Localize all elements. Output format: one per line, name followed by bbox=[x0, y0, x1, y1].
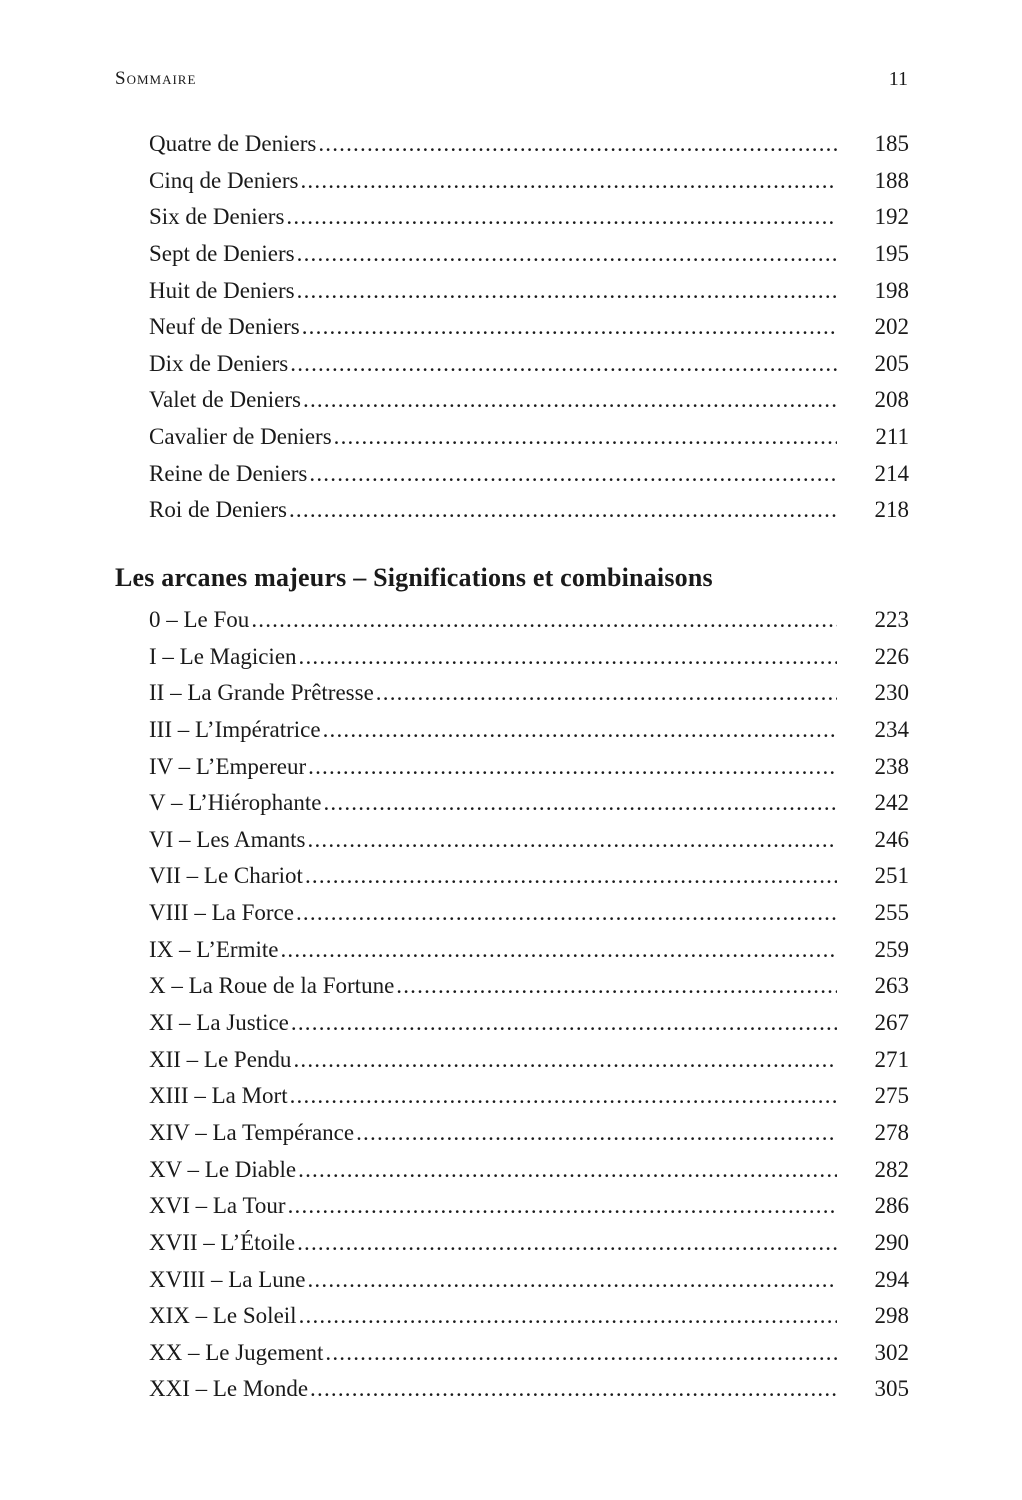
toc-entry-page: 202 bbox=[874, 314, 909, 340]
toc-entry[interactable] bbox=[149, 785, 909, 822]
toc-entry[interactable] bbox=[149, 675, 909, 712]
toc-entry[interactable] bbox=[149, 1225, 909, 1262]
toc-entry[interactable] bbox=[149, 1078, 909, 1115]
toc-entry-page: 302 bbox=[874, 1339, 909, 1365]
dot-leader bbox=[323, 712, 837, 749]
toc-entry-page: 234 bbox=[874, 716, 909, 742]
section-heading: Les arcanes majeurs – Significations et combinaisons bbox=[115, 563, 713, 592]
toc-entry-page: 251 bbox=[874, 863, 909, 889]
toc-entry[interactable] bbox=[149, 309, 909, 346]
toc-entry-title: X – La Roue de la Fortune bbox=[149, 973, 395, 999]
toc-entry-title: XI – La Justice bbox=[149, 1010, 289, 1036]
toc-entry[interactable] bbox=[149, 749, 909, 786]
toc-entry[interactable] bbox=[149, 1042, 909, 1079]
dot-leader bbox=[299, 1298, 837, 1335]
dot-leader bbox=[286, 199, 837, 236]
toc-entry-title: VI – Les Amants bbox=[149, 826, 306, 852]
toc-entry-page: 246 bbox=[874, 826, 909, 852]
toc-entry-title: XX – Le Jugement bbox=[149, 1339, 324, 1365]
toc-entry-page: 290 bbox=[874, 1229, 909, 1255]
toc-entry-title: XIV – La Tempérance bbox=[149, 1119, 355, 1145]
toc-list-deniers bbox=[149, 126, 909, 529]
toc-entry[interactable] bbox=[149, 712, 909, 749]
dot-leader bbox=[290, 1078, 837, 1115]
toc-entry-title: XII – Le Pendu bbox=[149, 1046, 292, 1072]
toc-entry-title: VII – Le Chariot bbox=[149, 863, 303, 889]
toc-entry-page: 278 bbox=[874, 1119, 909, 1145]
toc-entry[interactable] bbox=[149, 639, 909, 676]
dot-leader bbox=[293, 1042, 837, 1079]
toc-entry-title: V – L’Hiérophante bbox=[149, 790, 322, 816]
toc-entry-title: Dix de Deniers bbox=[149, 350, 289, 376]
toc-entry[interactable] bbox=[149, 895, 909, 932]
dot-leader bbox=[289, 492, 837, 529]
toc-entry-page: 214 bbox=[874, 460, 909, 486]
toc-list-arcanes-majeurs bbox=[149, 602, 909, 1408]
dot-leader bbox=[356, 1115, 837, 1152]
toc-entry-title: 0 – Le Fou bbox=[149, 607, 250, 632]
toc-entry-title: Cinq de Deniers bbox=[149, 167, 299, 193]
toc-entry[interactable] bbox=[149, 236, 909, 273]
toc-entry[interactable] bbox=[149, 602, 909, 639]
toc-entry-page: 185 bbox=[874, 131, 909, 156]
toc-entry-title: XXI – Le Monde bbox=[149, 1376, 309, 1402]
toc-entry[interactable] bbox=[149, 1298, 909, 1335]
toc-entry-page: 208 bbox=[874, 387, 909, 413]
toc-entry-page: 211 bbox=[875, 424, 909, 450]
toc-entry-title: VIII – La Force bbox=[149, 900, 294, 926]
toc-entry-title: XVII – L’Étoile bbox=[149, 1229, 296, 1255]
dot-leader bbox=[308, 822, 837, 859]
dot-leader bbox=[299, 639, 837, 676]
toc-entry-title: III – L’Impératrice bbox=[149, 716, 321, 742]
toc-entry[interactable] bbox=[149, 1188, 909, 1225]
dot-leader bbox=[376, 675, 837, 712]
dot-leader bbox=[280, 932, 837, 969]
toc-entry-title: Six de Deniers bbox=[149, 204, 285, 230]
dot-leader bbox=[325, 1335, 837, 1372]
toc-entry-title: I – Le Magicien bbox=[149, 643, 297, 669]
dot-leader bbox=[302, 309, 837, 346]
toc-entry-page: 218 bbox=[874, 497, 909, 523]
toc-entry-page: 238 bbox=[874, 753, 909, 779]
dot-leader bbox=[323, 785, 837, 822]
dot-leader bbox=[305, 858, 837, 895]
toc-entry-page: 205 bbox=[874, 350, 909, 376]
toc-entry-title: Valet de Deniers bbox=[149, 387, 301, 413]
toc-entry-page: 294 bbox=[874, 1266, 909, 1292]
dot-leader bbox=[334, 419, 837, 456]
toc-entry-page: 267 bbox=[874, 1010, 909, 1036]
toc-entry-title: IV – L’Empereur bbox=[149, 753, 307, 779]
toc-entry-page: 223 bbox=[874, 607, 909, 632]
toc-entry[interactable] bbox=[149, 199, 909, 236]
toc-entry-page: 263 bbox=[874, 973, 909, 999]
dot-leader bbox=[297, 1225, 837, 1262]
toc-entry-title: XIII – La Mort bbox=[149, 1083, 288, 1109]
toc-entry[interactable] bbox=[149, 1115, 909, 1152]
toc-entry[interactable] bbox=[149, 273, 909, 310]
toc-entry-page: 192 bbox=[874, 204, 909, 230]
toc-entry[interactable] bbox=[149, 163, 909, 200]
dot-leader bbox=[251, 602, 837, 639]
toc-entry-title: Sept de Deniers bbox=[149, 240, 295, 266]
toc-entry-title: Reine de Deniers bbox=[149, 460, 308, 486]
dot-leader bbox=[309, 456, 837, 493]
toc-entry[interactable] bbox=[149, 1005, 909, 1042]
toc-entry-title: XVI – La Tour bbox=[149, 1193, 286, 1219]
page-number: 11 bbox=[888, 68, 908, 90]
toc-entry-page: 259 bbox=[874, 936, 909, 962]
dot-leader bbox=[297, 273, 837, 310]
dot-leader bbox=[296, 895, 837, 932]
toc-entry-page: 255 bbox=[874, 900, 909, 926]
dot-leader bbox=[303, 382, 837, 419]
dot-leader bbox=[288, 1188, 837, 1225]
dot-leader bbox=[300, 163, 837, 200]
toc-entry-page: 275 bbox=[874, 1083, 909, 1109]
dot-leader bbox=[308, 749, 837, 786]
toc-entry-page: 286 bbox=[874, 1193, 909, 1219]
toc-entry-page: 195 bbox=[874, 240, 909, 266]
toc-entry[interactable] bbox=[149, 346, 909, 383]
toc-entry-title: Quatre de Deniers bbox=[149, 131, 317, 156]
dot-leader bbox=[307, 1262, 837, 1299]
toc-entry[interactable] bbox=[149, 1152, 909, 1189]
toc-entry-page: 271 bbox=[874, 1046, 909, 1072]
toc-entry[interactable] bbox=[149, 858, 909, 895]
toc-entry[interactable] bbox=[149, 1371, 909, 1408]
toc-entry-page: 305 bbox=[874, 1376, 909, 1402]
dot-leader bbox=[298, 1152, 837, 1189]
dot-leader bbox=[297, 236, 837, 273]
toc-entry[interactable] bbox=[149, 932, 909, 969]
toc-entry-title: Huit de Deniers bbox=[149, 277, 295, 303]
dot-leader bbox=[318, 126, 837, 163]
toc-entry-page: 298 bbox=[874, 1303, 909, 1329]
toc-entry-title: XV – Le Diable bbox=[149, 1156, 297, 1182]
toc-entry-title: Cavalier de Deniers bbox=[149, 424, 332, 450]
toc-entry-page: 242 bbox=[874, 790, 909, 816]
toc-entry-title: Roi de Deniers bbox=[149, 497, 287, 523]
toc-entry[interactable] bbox=[149, 126, 909, 163]
toc-entry-page: 226 bbox=[874, 643, 909, 669]
toc-entry-page: 188 bbox=[874, 167, 909, 193]
running-head-title: Sommaire bbox=[115, 68, 197, 89]
toc-entry[interactable] bbox=[149, 822, 909, 859]
toc-entry[interactable] bbox=[149, 1262, 909, 1299]
toc-entry-title: II – La Grande Prêtresse bbox=[149, 680, 374, 706]
dot-leader bbox=[310, 1371, 837, 1408]
toc-entry[interactable] bbox=[149, 382, 909, 419]
toc-entry-title: XVIII – La Lune bbox=[149, 1266, 306, 1292]
toc-entry-page: 198 bbox=[874, 277, 909, 303]
toc-entry-title: IX – L’Ermite bbox=[149, 936, 279, 962]
toc-entry[interactable] bbox=[149, 419, 909, 456]
dot-leader bbox=[290, 346, 837, 383]
dot-leader bbox=[396, 968, 837, 1005]
toc-entry-title: XIX – Le Soleil bbox=[149, 1303, 297, 1329]
toc-entry-page: 282 bbox=[874, 1156, 909, 1182]
dot-leader bbox=[291, 1005, 837, 1042]
toc-entry[interactable] bbox=[149, 492, 909, 529]
toc-entry[interactable] bbox=[149, 456, 909, 493]
toc-entry-page: 230 bbox=[874, 680, 909, 706]
toc-entry[interactable] bbox=[149, 1335, 909, 1372]
toc-entry-title: Neuf de Deniers bbox=[149, 314, 300, 340]
toc-entry[interactable] bbox=[149, 968, 909, 1005]
